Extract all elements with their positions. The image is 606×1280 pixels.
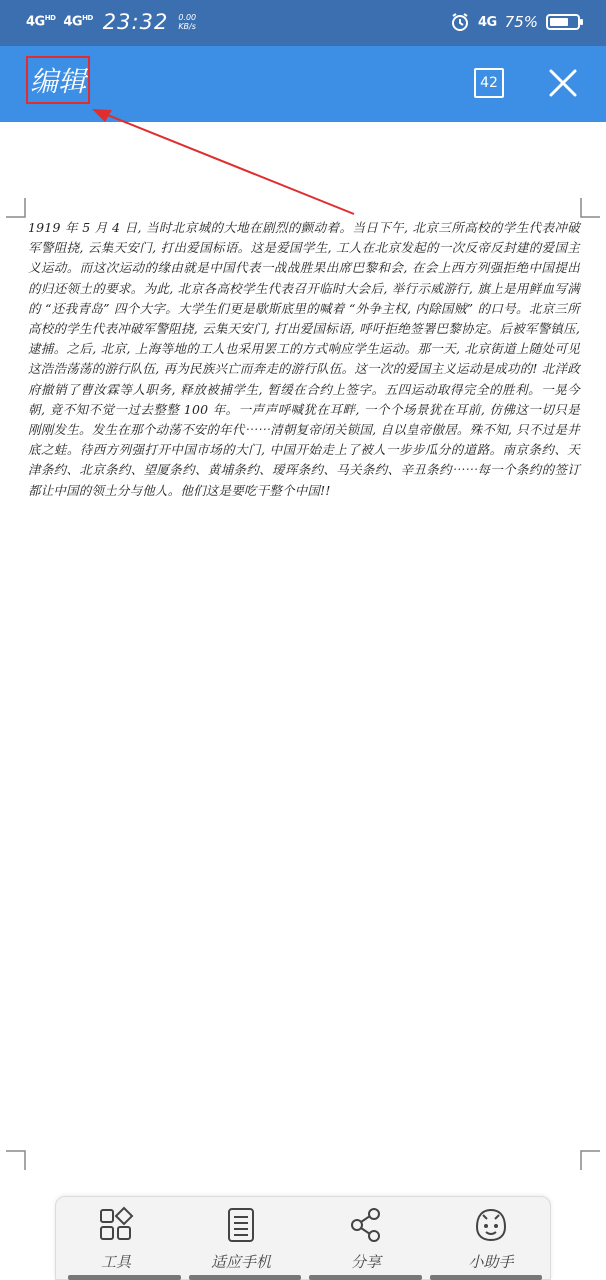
alarm-icon	[450, 12, 470, 32]
close-icon[interactable]	[546, 66, 580, 100]
fit-phone-icon	[221, 1205, 261, 1245]
gesture-bar-segment	[430, 1275, 543, 1280]
tool-button-share[interactable]	[306, 1205, 426, 1275]
tool-label: 小助手	[468, 1253, 514, 1271]
gesture-bar-segment	[189, 1275, 302, 1280]
battery-icon	[546, 14, 580, 30]
gesture-bar	[68, 1275, 542, 1280]
battery-percent: 75%	[504, 13, 538, 31]
edit-title[interactable]: 编辑	[26, 56, 90, 104]
signal-label: 4G	[477, 14, 497, 30]
battery-fill	[550, 18, 568, 26]
document-body: 1919 年 5 月 4 日, 当时北京城的大地在剧烈的颤动着。当日下午, 北京三所高校的学生代表冲破军警阻挠, 云集天安门, 打出爱国标语。这是爱国学生, 工人在北京发起的一次反帝反封建的爱国主义运动。而这次运动的缘由就是中国代表一战战胜果出席巴黎和会, 在会上西方列强拒绝中国提出的归还领土的要求。为此, 北京各高校学生代表召开临时大会后, 举行示威游行, 旗上是用鲜血写满的 “还我青岛” 四个大字。大学生们更是歇斯底里的喊着 “外争主权, 内除国贼” 的口号。北京三所高校的学生代表冲破军警阻挠, 云集天安门, 打出爱国标语, 呼吁拒绝签署巴黎协定。后被军警镇压, 逮捕。之后, 北京, 上海等地的工人也采用罢工的方式响应学生运动。那一天, 北京街道上随处可见这浩浩荡荡的游行队伍, 再为民族兴亡而奔走的游行队伍。这一次的爱国主义运动是成功的! 北洋政府撤销了曹汝霖等人职务, 释放被捕学生, 暂缓在合约上签字。五四运动取得完全的胜利。一晃今朝, 竟不知不觉一过去整整 100 年。一声声呼喊犹在耳畔, 一个个场景犹在耳前, 仿佛这一切只是刚刚发生。发生在那个动荡不安的年代⋯⋯清朝复帝闭关锁国, 自以皇帝傲居。殊不知, 只不过是井底之蛙。待西方列强打开中国市场的大门, 中国开始走上了被人一步步瓜分的道路。南京条约、天津条约、北京条约、望厦条约、黄埔条约、瑷珲条约、马关条约、辛丑条约⋯⋯每一个条约的签订都让中国的领土分与他人。他们这是要吃干整个中国!!	[28, 220, 580, 498]
clock: 23:32	[102, 10, 169, 34]
app-header	[0, 46, 606, 122]
bottom-toolbar	[55, 1196, 551, 1280]
page-count-button[interactable]: 42	[474, 68, 504, 98]
network-indicator-1: $4G^{HD}$	[26, 14, 56, 30]
gesture-bar-segment	[309, 1275, 422, 1280]
assistant-icon	[471, 1205, 511, 1245]
crop-mark-bottom-left	[6, 1150, 26, 1170]
tools-grid-icon	[96, 1205, 136, 1245]
crop-mark-top-right	[580, 198, 600, 218]
network-speed: 0.00 KB/s	[178, 13, 197, 31]
crop-mark-top-left	[6, 198, 26, 218]
share-icon	[346, 1205, 386, 1245]
crop-mark-bottom-right	[580, 1150, 600, 1170]
tool-label: 工具	[100, 1253, 131, 1271]
tool-label: 分享	[350, 1253, 381, 1271]
network-indicator-2: $4G^{HD}$	[63, 14, 93, 30]
status-bar	[0, 0, 606, 46]
tool-button-assistant[interactable]	[431, 1205, 551, 1275]
tool-button-tools[interactable]	[56, 1205, 176, 1275]
tool-label: 适应手机	[210, 1253, 271, 1271]
gesture-bar-segment	[68, 1275, 181, 1280]
tool-button-fit-phone[interactable]	[181, 1205, 301, 1275]
